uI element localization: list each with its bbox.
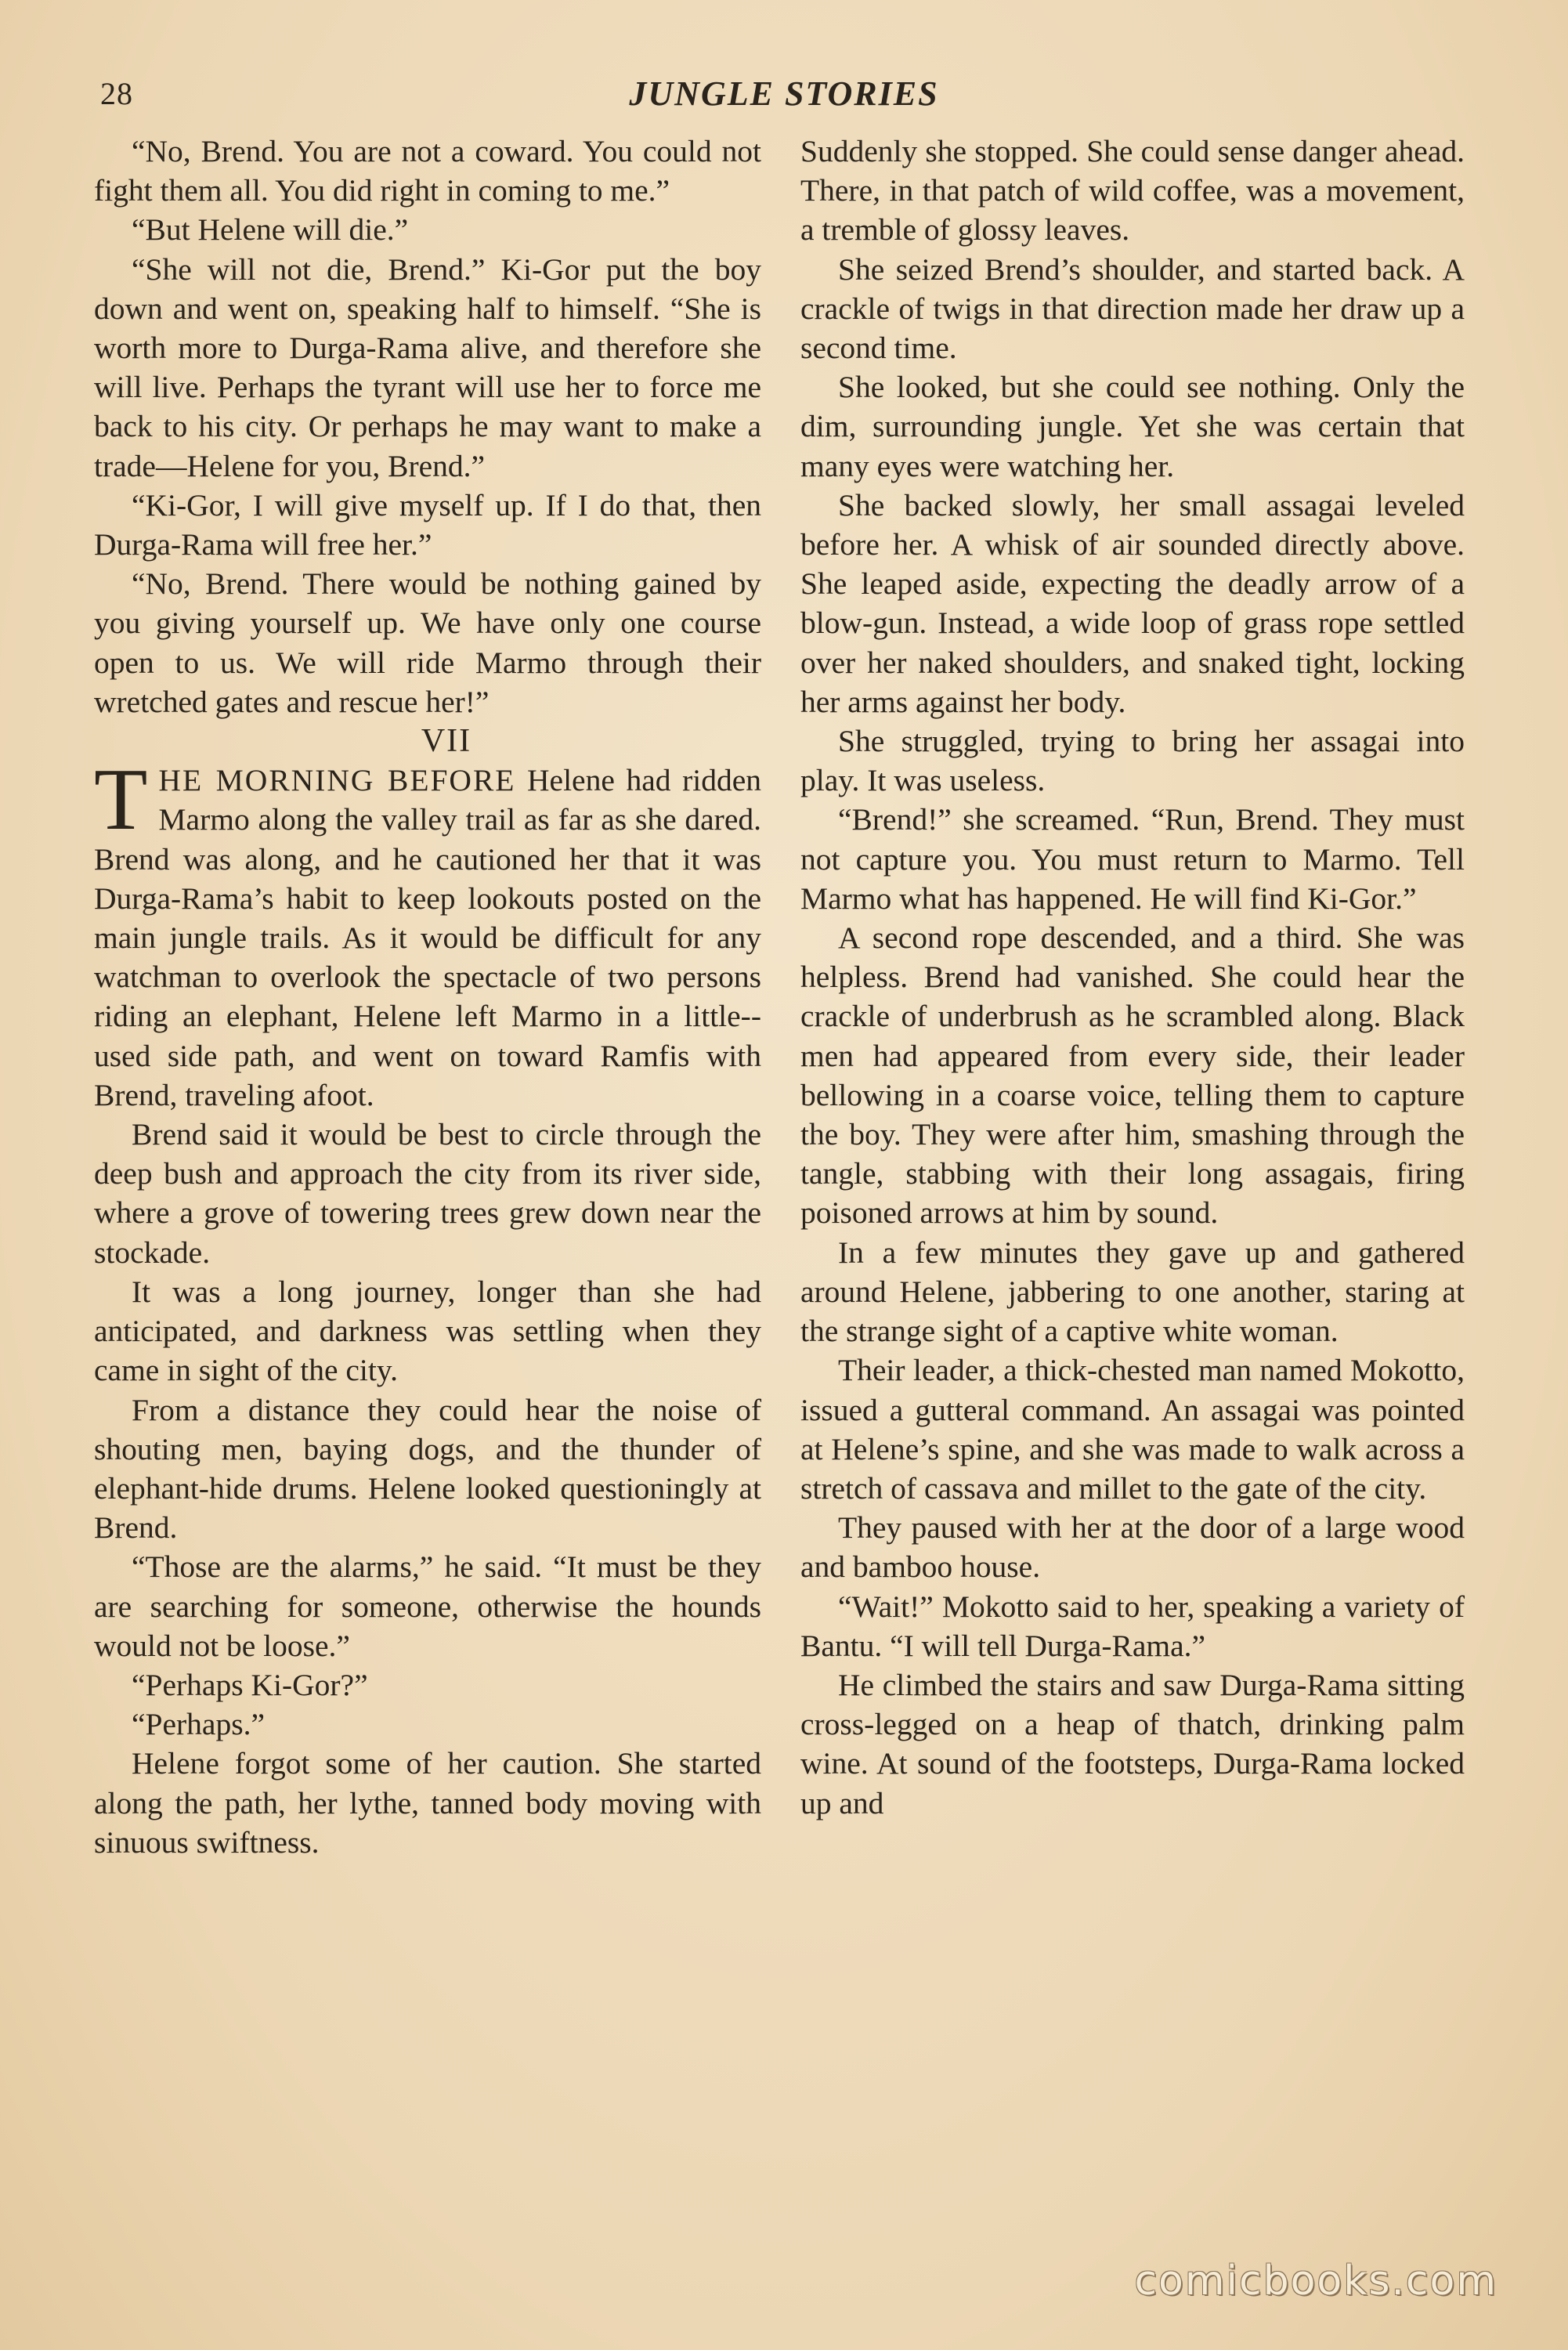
paragraph: “Wait!” Mokotto said to her, speaking a variety of Bantu. “I will tell Durga-Rama.” xyxy=(800,1589,1465,1663)
right-column xyxy=(800,132,1465,1823)
continuation-paragraph: Suddenly she stopped. She could sense danger ahead. There, in that patch of wild coffee, was a movement, a tremble of glossy leaves. xyxy=(800,134,1465,248)
paragraph: She struggled, trying to bring her assagai into play. It was useless. xyxy=(800,724,1465,798)
running-title: JUNGLE STORIES xyxy=(629,74,939,113)
drop-cap: T xyxy=(94,751,148,849)
paragraph: She backed slowly, her small assagai leveled before her. A whisk of air sounded directly above. She leaped aside, expecting the deadly arrow of a blow-gun. Instead, a wide loop of grass rope settled over her naked shoulders, and snaked tight, locking her arms against her body. xyxy=(800,487,1465,719)
paragraph: “She will not die, Brend.” Ki-Gor put the boy down and went on, speaking half to himself. “She is worth more to Durga-Rama alive, and therefore she will live. Perhaps the tyrant will use her to force me back to his city. Or perhaps he may want to make a trade—Helene for you, Brend.” xyxy=(94,251,761,483)
paragraph: “No, Brend. You are not a coward. You could not fight them all. You did right in coming to me.” xyxy=(94,134,761,208)
paragraph: Their leader, a thick-chested man named Mokotto, issued a gutteral command. An assagai was pointed at Helene’s spine, and she was made to walk across a stretch of cassava and millet to the gate of the city. xyxy=(800,1353,1465,1506)
paragraph: In a few minutes they gave up and gathered around Helene, jabbering to one another, staring at the strange sight of a captive white woman. xyxy=(800,1235,1465,1349)
opening-text: Helene had ridden Marmo along the valley trail as far as she dared. Brend was along, and he cautioned her that it was Durga-Rama’s habit to keep lookouts posted on the main jungle trails. As it would be difficult for any watchman to overlook the spectacle of two persons riding an elephant, Helene left Marmo in a little--used side path, and went on toward Ramfis with Brend, traveling afoot. xyxy=(94,763,761,1112)
chapter-heading: VII xyxy=(421,723,472,760)
paragraph: He climbed the stairs and saw Durga-Rama sitting cross-legged on a heap of thatch, drinking palm wine. At sound of the footsteps, Durga-Rama locked up and xyxy=(800,1667,1465,1820)
paragraph: It was a long journey, longer than she had anticipated, and darkness was settling when they came in sight of the city. xyxy=(94,1274,761,1388)
page-number: 28 xyxy=(100,76,133,111)
paragraph: They paused with her at the door of a large wood and bamboo house. xyxy=(800,1510,1465,1585)
paragraph: “Ki-Gor, I will give myself up. If I do that, then Durga-Rama will free her.” xyxy=(94,487,761,562)
paragraph: “Perhaps Ki-Gor?” xyxy=(132,1667,368,1702)
paragraph: “Those are the alarms,” he said. “It must be they are searching for someone, otherwise the hounds would not be loose.” xyxy=(94,1549,761,1663)
paragraph: “No, Brend. There would be nothing gained by you giving yourself up. We have only one course open to us. We will ride Marmo through their wretched gates and rescue her!” xyxy=(94,566,761,719)
paragraph: From a distance they could hear the noise of shouting men, baying dogs, and the thunder of elephant-hide drums. Helene looked questioningly at Brend. xyxy=(94,1392,761,1546)
paragraph: “Perhaps.” xyxy=(132,1707,265,1742)
paragraph: Brend said it would be best to circle through the deep bush and approach the city from its river side, where a grove of towering trees grew down near the stockade. xyxy=(94,1117,761,1270)
watermark: comicbooks.com xyxy=(1134,2258,1498,2305)
paragraph: “Brend!” she screamed. “Run, Brend. They must not capture you. You must return to Marmo. Tell Marmo what has happened. He will find Ki-Gor.” xyxy=(800,802,1465,916)
chapter-opening-paragraph xyxy=(94,751,761,1115)
paragraph: “But Helene will die.” xyxy=(132,212,409,248)
paragraph: A second rope descended, and a third. She was helpless. Brend had vanished. She could hear the crackle of underbrush as he scrambled along. Black men had appeared from every side, their leader bellowing in a coarse voice, telling them to capture the boy. They were after him, smashing through the tangle, stabbing with their long assagais, firing poisoned arrows at him by sound. xyxy=(800,920,1465,1231)
paragraph: She seized Brend’s shoulder, and started back. A crackle of twigs in that direction made her draw up a second time. xyxy=(800,251,1465,366)
left-column xyxy=(94,132,761,1862)
opening-small-caps: HE MORNING BEFORE xyxy=(158,763,516,798)
paragraph: She looked, but she could see nothing. Only the dim, surrounding jungle. Yet she was certain that many eyes were watching her. xyxy=(800,370,1465,483)
paragraph: Helene forgot some of her caution. She started along the path, her lythe, tanned body moving with sinuous swiftness. xyxy=(94,1746,761,1860)
